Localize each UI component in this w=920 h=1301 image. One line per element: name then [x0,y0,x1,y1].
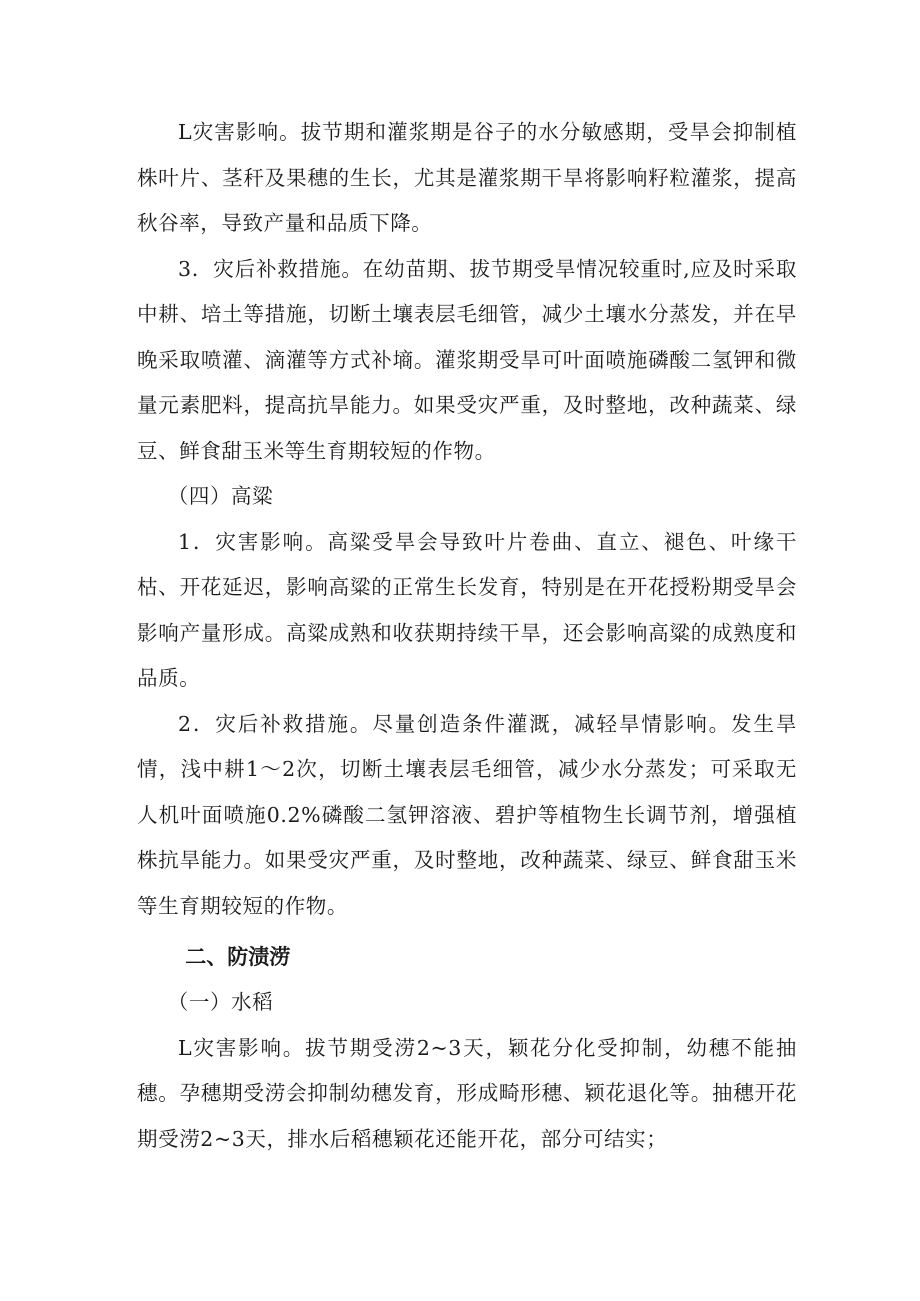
paragraph-sorghum-impact: 1．灾害影响。高粱受旱会导致叶片卷曲、直立、褪色、叶缘干枯、开花延迟，影响高粱的正常生长发育，特别是在开花授粉期受旱会影响产量形成。高粱成熟和收获期持续干旱，还会影响高粱的成熟度和品质。 [137,529,797,690]
paragraph-rice-impact: L灾害影响。拔节期受涝2~3天，颖花分化受抑制，幼穗不能抽穗。孕穗期受涝会抑制幼穗发育，形成畸形穗、颖花退化等。抽穗开花期受涝2~3天，排水后稻穗颖花还能开花，部分可结实； [137,1035,797,1151]
paragraph-millet-remedy: 3．灾后补救措施。在幼苗期、拔节期受旱情况较重时,应及时采取中耕、培土等措施，切断土壤表层毛细管，减少土壤水分蒸发，并在早晚采取喷灌、滴灌等方式补墒。灌浆期受旱可叶面喷施磷酸二氢钾和微量元素肥料，提高抗旱能力。如果受灾严重，及时整地，改种蔬菜、绿豆、鲜食甜玉米等生育期较短的作物。 [137,256,797,463]
subheading-rice: （一）水稻 [167,990,274,1014]
section-heading-waterlogging: 二、防渍涝 [185,945,291,969]
paragraph-millet-impact: L灾害影响。拔节期和灌浆期是谷子的水分敏感期，受旱会抑制植株叶片、茎秆及果穗的生长，尤其是灌浆期干旱将影响籽粒灌浆，提高秋谷率，导致产量和品质下降。 [137,120,797,235]
paragraph-sorghum-remedy: 2．灾后补救措施。尽量创造条件灌溉，减轻旱情影响。发生旱情，浅中耕1～2次，切断土壤表层毛细管，减少水分蒸发；可采取无人机叶面喷施0.2%磷酸二氢钾溶液、碧护等植物生长调节剂，增强植株抗旱能力。如果受灾严重，及时整地，改种蔬菜、绿豆、鲜食甜玉米等生育期较短的作物。 [137,711,797,918]
subheading-sorghum: （四）高粱 [167,484,274,508]
document-page [137,110,797,1162]
